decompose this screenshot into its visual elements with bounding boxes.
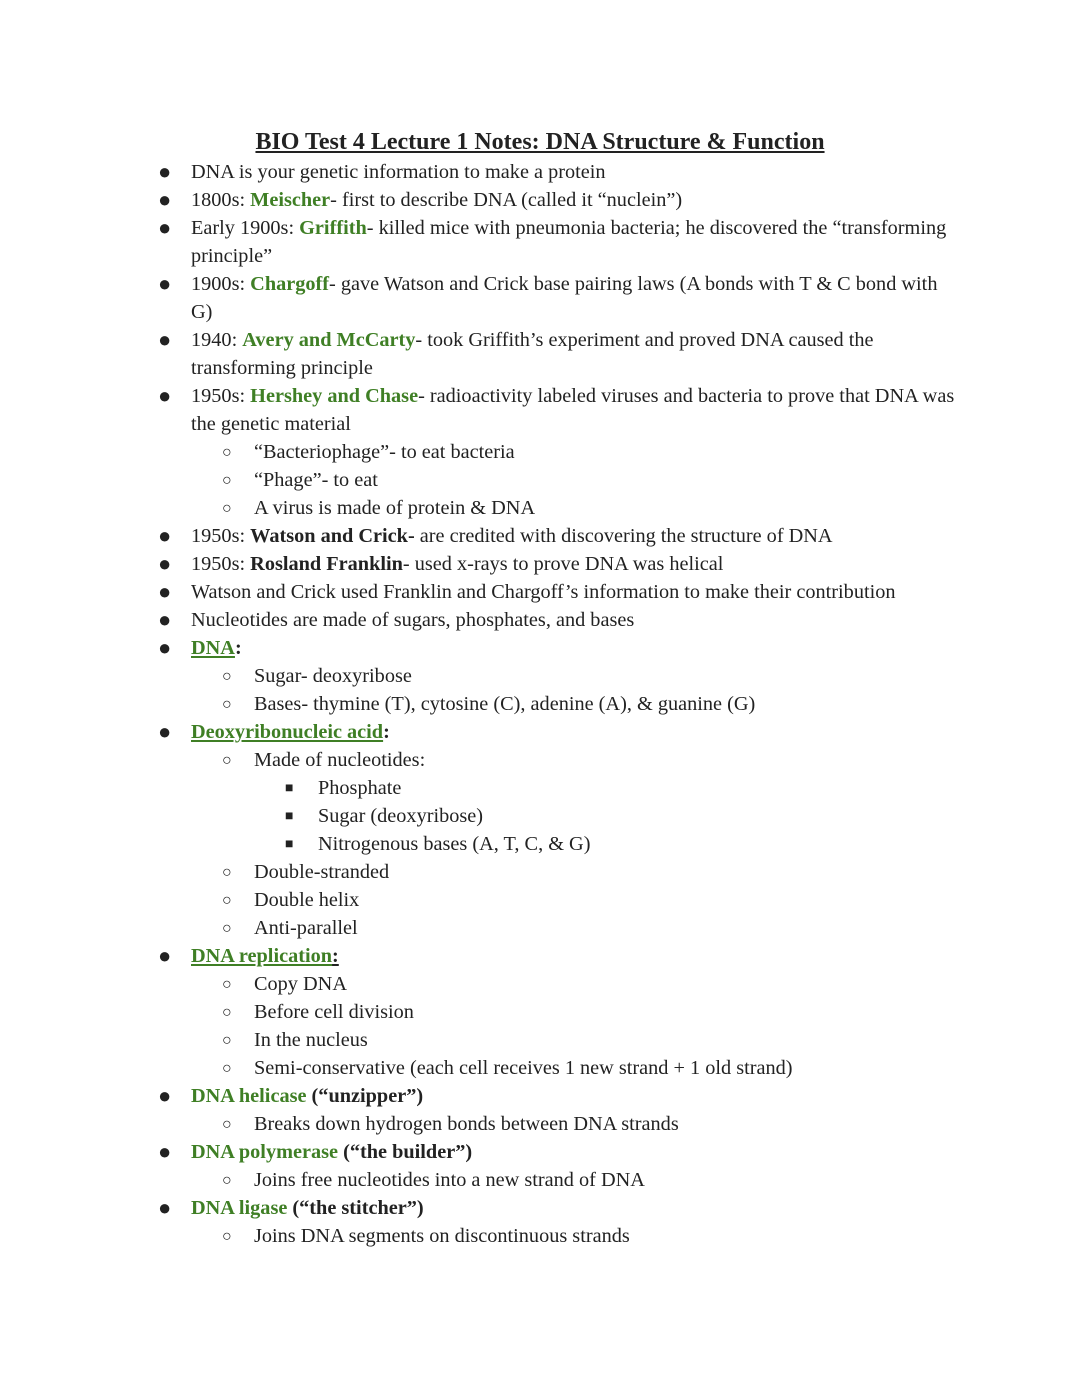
sub-list-item: ○ Joins free nucleotides into a new strand of DNA bbox=[0, 1166, 954, 1194]
list-item: ● Watson and Crick used Franklin and Chargoff’s information to make their contribution bbox=[158, 579, 896, 604]
list-item: ● 1950s: Watson and Crick- are credited with discovering the structure of DNA bbox=[158, 523, 833, 548]
circle-bullet-icon: ○ bbox=[222, 1172, 232, 1189]
list-item: ● DNA replication: bbox=[158, 943, 339, 968]
enzyme-name: DNA ligase bbox=[191, 1197, 288, 1219]
circle-bullet-icon: ○ bbox=[222, 892, 232, 909]
circle-bullet-icon: ○ bbox=[222, 668, 232, 685]
bullet-icon: ● bbox=[158, 579, 172, 604]
list-item: ● DNA polymerase (“the builder”) bbox=[158, 1139, 473, 1164]
list-item: ● Deoxyribonucleic acid: bbox=[158, 719, 390, 744]
sub-list-item: ○ Double-stranded bbox=[0, 858, 954, 886]
bullet-icon: ● bbox=[158, 607, 172, 632]
sub-list-item: ○ “Phage”- to eat bbox=[0, 466, 954, 494]
sub-list-item: ○ Bases- thymine (T), cytosine (C), adenine (A), & guanine (G) bbox=[0, 690, 954, 718]
scientist-name: Meischer bbox=[250, 189, 331, 211]
circle-bullet-icon: ○ bbox=[222, 976, 232, 993]
bullet-icon: ● bbox=[158, 1195, 172, 1220]
circle-bullet-icon: ○ bbox=[222, 1060, 232, 1077]
sub-list-item: ○ Breaks down hydrogen bonds between DNA strands bbox=[0, 1110, 954, 1138]
bullet-icon: ● bbox=[158, 187, 172, 212]
list-item: ● Nucleotides are made of sugars, phosphates, and bases bbox=[158, 607, 635, 632]
sub-list-item: ○ In the nucleus bbox=[0, 1026, 954, 1054]
sub-sub-list-item: ■ Nitrogenous bases (A, T, C, & G) bbox=[0, 830, 958, 858]
sub-list-item: ○ Sugar- deoxyribose bbox=[0, 662, 954, 690]
circle-bullet-icon: ○ bbox=[222, 1116, 232, 1133]
circle-bullet-icon: ○ bbox=[222, 500, 232, 517]
bullet-icon: ● bbox=[158, 635, 172, 660]
list-item: ● 1800s: Meischer- first to describe DNA (called it “nuclein”) bbox=[158, 187, 683, 212]
scientist-name: Hershey and Chase bbox=[250, 385, 419, 407]
bullet-icon: ● bbox=[158, 383, 172, 408]
bullet-icon: ● bbox=[158, 271, 172, 296]
circle-bullet-icon: ○ bbox=[222, 920, 232, 937]
scientist-name: Watson and Crick- bbox=[250, 525, 415, 547]
circle-bullet-icon: ○ bbox=[222, 696, 232, 713]
scientist-name: Rosland Franklin bbox=[250, 553, 403, 575]
scientist-name: Chargoff bbox=[250, 273, 330, 295]
sub-list-item: ○ Semi-conservative (each cell receives 1 new strand + 1 old strand) bbox=[0, 1054, 954, 1082]
notes-list bbox=[0, 158, 1080, 1250]
square-bullet-icon: ■ bbox=[285, 837, 294, 852]
enzyme-name: DNA helicase bbox=[191, 1085, 307, 1107]
bullet-icon: ● bbox=[158, 1083, 172, 1108]
circle-bullet-icon: ○ bbox=[222, 444, 232, 461]
term-heading: DNA bbox=[191, 637, 235, 659]
circle-bullet-icon: ○ bbox=[222, 472, 232, 489]
document-title: BIO Test 4 Lecture 1 Notes: DNA Structure & Function bbox=[255, 129, 825, 155]
enzyme-name: DNA polymerase bbox=[191, 1141, 339, 1163]
term-heading: DNA replication bbox=[191, 945, 333, 967]
list-item: ● 1940: Avery and McCarty- took Griffith’s experiment and proved DNA caused the transforming principle bbox=[158, 327, 874, 379]
bullet-icon: ● bbox=[158, 327, 172, 352]
circle-bullet-icon: ○ bbox=[222, 752, 232, 769]
sub-list-item: ○ Double helix bbox=[0, 886, 954, 914]
sub-sub-list-item: ■ Phosphate bbox=[0, 774, 958, 802]
bullet-icon: ● bbox=[158, 215, 172, 240]
sub-sub-list-item: ■ Sugar (deoxyribose) bbox=[0, 802, 958, 830]
circle-bullet-icon: ○ bbox=[222, 1228, 232, 1245]
sub-list-item: ○ “Bacteriophage”- to eat bacteria bbox=[0, 438, 954, 466]
list-item: ● DNA ligase (“the stitcher”) bbox=[158, 1195, 424, 1220]
sub-list-item: ○ Before cell division bbox=[0, 998, 954, 1026]
bullet-icon: ● bbox=[158, 1139, 172, 1164]
bullet-icon: ● bbox=[158, 523, 172, 548]
bullet-icon: ● bbox=[158, 943, 172, 968]
list-item: ● 1950s: Hershey and Chase- radioactivity labeled viruses and bacteria to prove that DNA was the genetic material bbox=[158, 383, 955, 435]
list-item: ● DNA helicase (“unzipper”) bbox=[158, 1083, 424, 1108]
scientist-name: Avery and McCarty bbox=[242, 329, 416, 351]
sub-list-item: ○ Anti-parallel bbox=[0, 914, 954, 942]
bullet-icon: ● bbox=[158, 159, 172, 184]
scientist-name: Griffith bbox=[299, 217, 367, 239]
list-item: ● DNA: bbox=[158, 635, 242, 660]
bullet-icon: ● bbox=[158, 719, 172, 744]
circle-bullet-icon: ○ bbox=[222, 1032, 232, 1049]
sub-list-item: ○ Made of nucleotides: bbox=[0, 746, 954, 774]
list-item: ● Early 1900s: Griffith- killed mice with pneumonia bacteria; he discovered the “transforming principle” bbox=[158, 215, 947, 267]
list-item: ● DNA is your genetic information to make a protein bbox=[158, 159, 606, 184]
sub-list-item: ○ A virus is made of protein & DNA bbox=[0, 494, 954, 522]
circle-bullet-icon: ○ bbox=[222, 1004, 232, 1021]
sub-list-item: ○ Joins DNA segments on discontinuous strands bbox=[0, 1222, 954, 1250]
list-item: ● 1900s: Chargoff- gave Watson and Crick base pairing laws (A bonds with T & C bond with G) bbox=[158, 271, 938, 323]
circle-bullet-icon: ○ bbox=[222, 864, 232, 881]
square-bullet-icon: ■ bbox=[285, 781, 294, 796]
bullet-icon: ● bbox=[158, 551, 172, 576]
sub-list-item: ○ Copy DNA bbox=[0, 970, 954, 998]
square-bullet-icon: ■ bbox=[285, 809, 294, 824]
term-heading: Deoxyribonucleic acid bbox=[191, 721, 384, 743]
list-item: ● 1950s: Rosland Franklin- used x-rays to prove DNA was helical bbox=[158, 551, 724, 576]
